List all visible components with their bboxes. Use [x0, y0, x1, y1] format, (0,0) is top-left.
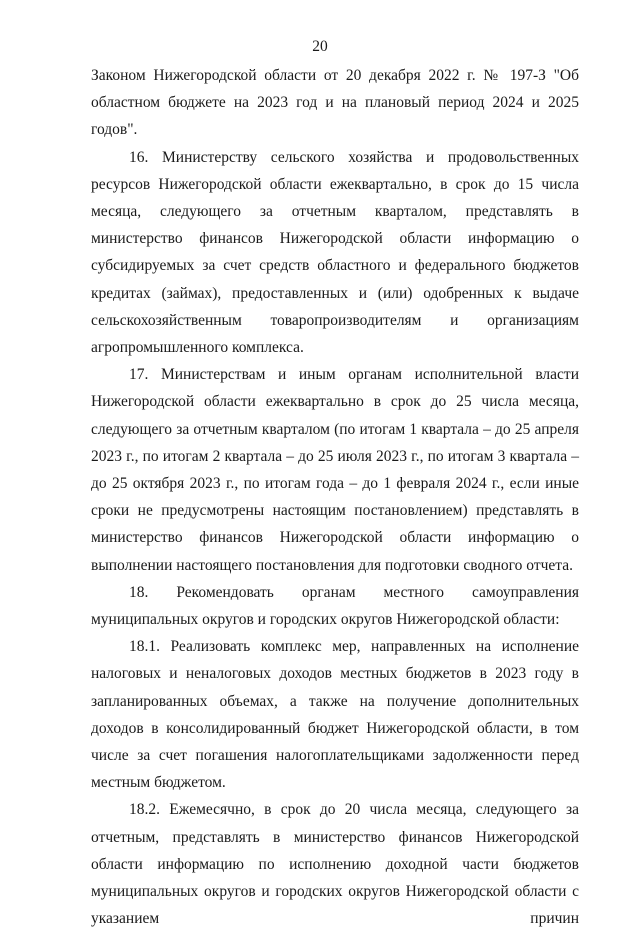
paragraph-17: 17. Министерствам и иным органам исполнительной власти Нижегородской области ежеквартально в срок до 25 числа месяца, следующего за отчетным кварталом (по итогам 1 квартала – до 25 апреля 2023 г., по итогам 2 квартала – до 25 июля 2023 г., по итогам 3 квартала – до 25 октября 2023 г., по итогам года – до 1 февраля 2024 г., если иные сроки не предусмотрены настоящим постановлением) представлять в министерство финансов Нижегородской области информацию о выполнении настоящего постановления для подготовки сводного отчета.	[91, 366, 579, 574]
paragraph-continuation: Законом Нижегородской области от 20 декабря 2022 г. № 197-З "Об областном бюджете на 2023 год и на плановый период 2024 и 2025 годов".	[91, 67, 579, 139]
page-number: 20	[312, 38, 328, 55]
document-body	[91, 62, 579, 933]
paragraph-18: 18. Рекомендовать органам местного самоуправления муниципальных округов и городских округов Нижегородской области:	[91, 583, 579, 629]
paragraph-18-2: 18.2. Ежемесячно, в срок до 20 числа месяца, следующего за отчетным, представлять в министерство финансов Нижегородской области информацию по исполнению доходной части бюджетов муниципальных округов и городских округов Нижегородской области с указанием причин	[91, 801, 579, 928]
paragraph-16: 16. Министерству сельского хозяйства и продовольственных ресурсов Нижегородской области ежеквартально, в срок до 15 числа месяца, следующего за отчетным кварталом, представлять в министерство финансов Нижегородской области информацию о субсидируемых за счет средств областного и федерального бюджетов кредитах (займах), предоставленных и (или) одобренных к выдаче сельскохозяйственным товаропроизводителям и организациям агропромышленного комплекса.	[91, 148, 579, 357]
paragraph-18-1: 18.1. Реализовать комплекс мер, направленных на исполнение налоговых и неналоговых доходов местных бюджетов в 2023 году в запланированных объемах, а также на получение дополнительных доходов в консолидированный бюджет Нижегородской области, в том числе за счет погашения налогоплательщиками задолженности перед местным бюджетом.	[91, 638, 579, 792]
